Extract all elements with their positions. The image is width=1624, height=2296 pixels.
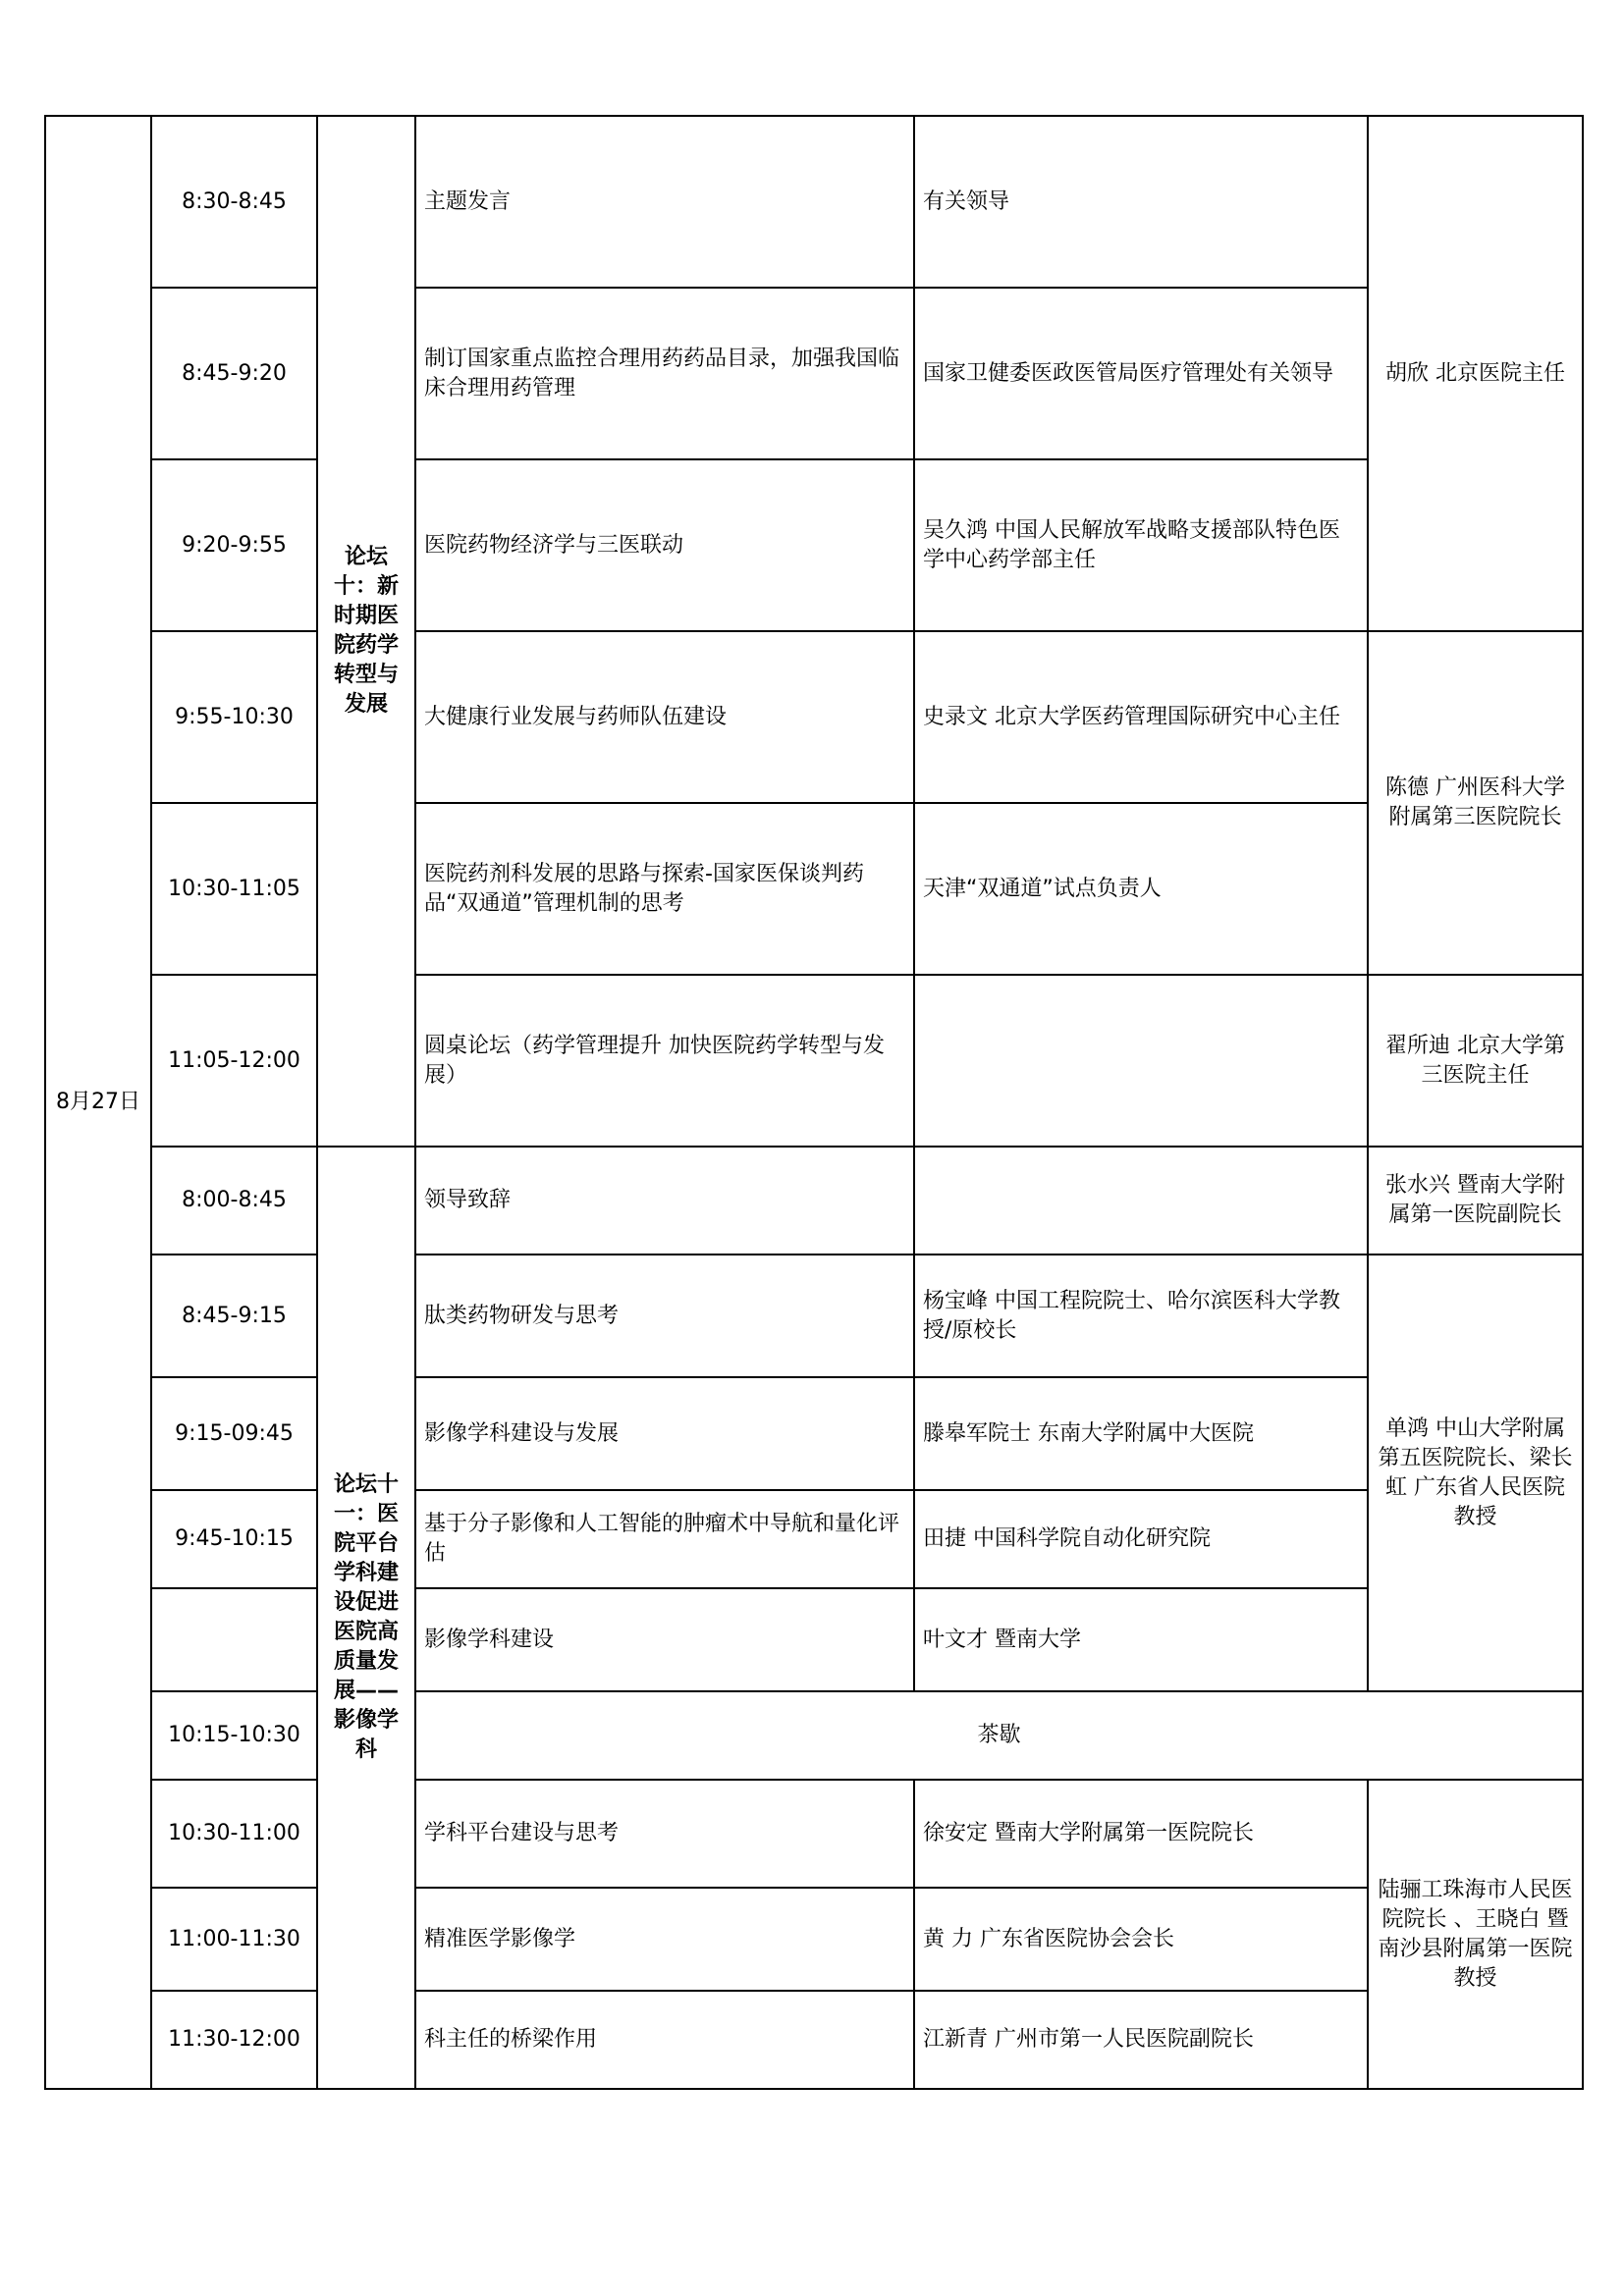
table-row bbox=[45, 1377, 1583, 1490]
session-topic: 圆桌论坛（药学管理提升 加快医院药学转型与发展） bbox=[415, 975, 914, 1147]
session-topic: 主题发言 bbox=[415, 116, 914, 288]
session-topic: 学科平台建设与思考 bbox=[415, 1780, 914, 1888]
forum-title: 论坛十一：医院平台学科建设促进医院高质量发展——影像学科 bbox=[317, 1147, 415, 2089]
table-row bbox=[45, 1888, 1583, 1991]
session-topic: 影像学科建设与发展 bbox=[415, 1377, 914, 1490]
session-speaker: 黄 力 广东省医院协会会长 bbox=[914, 1888, 1368, 1991]
session-time: 9:45-10:15 bbox=[151, 1490, 317, 1588]
session-topic: 领导致辞 bbox=[415, 1147, 914, 1255]
session-speaker: 田捷 中国科学院自动化研究院 bbox=[914, 1490, 1368, 1588]
session-time: 11:00-11:30 bbox=[151, 1888, 317, 1991]
session-speaker bbox=[914, 1147, 1368, 1255]
table-row bbox=[45, 459, 1583, 631]
forum-title: 论坛十：新时期医院药学转型与发展 bbox=[317, 116, 415, 1147]
chair-cell: 胡欣 北京医院主任 bbox=[1368, 116, 1583, 631]
session-time: 11:05-12:00 bbox=[151, 975, 317, 1147]
session-time: 9:20-9:55 bbox=[151, 459, 317, 631]
session-speaker: 国家卫健委医政医管局医疗管理处有关领导 bbox=[914, 288, 1368, 459]
session-time bbox=[151, 1588, 317, 1691]
table-row bbox=[45, 116, 1583, 288]
tea-break: 茶歇 bbox=[415, 1691, 1583, 1780]
session-speaker: 杨宝峰 中国工程院院士、哈尔滨医科大学教授/原校长 bbox=[914, 1255, 1368, 1377]
chair-cell: 陈德 广州医科大学附属第三医院院长 bbox=[1368, 631, 1583, 975]
table-row bbox=[45, 1588, 1583, 1691]
table-row bbox=[45, 1780, 1583, 1888]
session-topic: 精准医学影像学 bbox=[415, 1888, 914, 1991]
table-row bbox=[45, 1991, 1583, 2089]
session-topic: 医院药剂科发展的思路与探索-国家医保谈判药品“双通道”管理机制的思考 bbox=[415, 803, 914, 975]
table-row bbox=[45, 1255, 1583, 1377]
session-time: 8:30-8:45 bbox=[151, 116, 317, 288]
chair-cell: 单鸿 中山大学附属第五医院院长、梁长虹 广东省人民医院教授 bbox=[1368, 1255, 1583, 1691]
session-speaker bbox=[914, 975, 1368, 1147]
table-row bbox=[45, 288, 1583, 459]
session-speaker: 江新青 广州市第一人民医院副院长 bbox=[914, 1991, 1368, 2089]
session-time: 11:30-12:00 bbox=[151, 1991, 317, 2089]
chair-cell: 陆骊工珠海市人民医院院长 、王晓白 暨南沙县附属第一医院教授 bbox=[1368, 1780, 1583, 2089]
session-time: 10:30-11:00 bbox=[151, 1780, 317, 1888]
table-row bbox=[45, 1147, 1583, 1255]
session-time: 8:45-9:15 bbox=[151, 1255, 317, 1377]
session-topic: 基于分子影像和人工智能的肿瘤术中导航和量化评估 bbox=[415, 1490, 914, 1588]
session-speaker: 有关领导 bbox=[914, 116, 1368, 288]
session-speaker: 徐安定 暨南大学附属第一医院院长 bbox=[914, 1780, 1368, 1888]
session-topic: 制订国家重点监控合理用药药品目录，加强我国临床合理用药管理 bbox=[415, 288, 914, 459]
session-speaker: 滕皋军院士 东南大学附属中大医院 bbox=[914, 1377, 1368, 1490]
session-speaker: 吴久鸿 中国人民解放军战略支援部队特色医学中心药学部主任 bbox=[914, 459, 1368, 631]
session-topic: 肽类药物研发与思考 bbox=[415, 1255, 914, 1377]
session-time: 9:55-10:30 bbox=[151, 631, 317, 803]
break-time: 10:15-10:30 bbox=[151, 1691, 317, 1780]
session-time: 8:45-9:20 bbox=[151, 288, 317, 459]
chair-cell: 翟所迪 北京大学第三医院主任 bbox=[1368, 975, 1583, 1147]
session-speaker: 天津“双通道”试点负责人 bbox=[914, 803, 1368, 975]
session-topic: 医院药物经济学与三医联动 bbox=[415, 459, 914, 631]
chair-cell: 张水兴 暨南大学附属第一医院副院长 bbox=[1368, 1147, 1583, 1255]
table-row bbox=[45, 1490, 1583, 1588]
schedule-table bbox=[44, 115, 1584, 2090]
session-topic: 科主任的桥梁作用 bbox=[415, 1991, 914, 2089]
table-row bbox=[45, 1691, 1583, 1780]
session-time: 9:15-09:45 bbox=[151, 1377, 317, 1490]
session-time: 8:00-8:45 bbox=[151, 1147, 317, 1255]
date-cell: 8月27日 bbox=[45, 116, 151, 2089]
table-row bbox=[45, 975, 1583, 1147]
table-row bbox=[45, 803, 1583, 975]
session-time: 10:30-11:05 bbox=[151, 803, 317, 975]
session-speaker: 叶文才 暨南大学 bbox=[914, 1588, 1368, 1691]
session-topic: 大健康行业发展与药师队伍建设 bbox=[415, 631, 914, 803]
session-topic: 影像学科建设 bbox=[415, 1588, 914, 1691]
table-row bbox=[45, 631, 1583, 803]
session-speaker: 史录文 北京大学医药管理国际研究中心主任 bbox=[914, 631, 1368, 803]
